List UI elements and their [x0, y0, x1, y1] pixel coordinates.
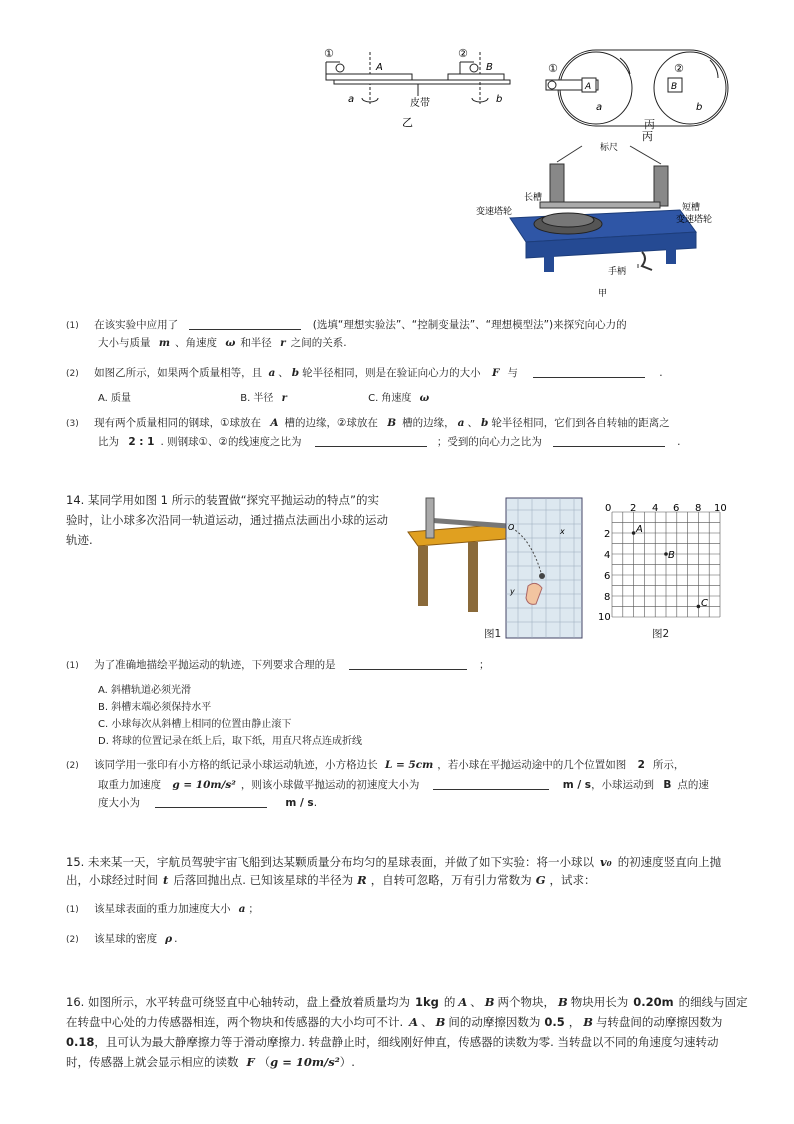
fig2-ytick-8: 8	[604, 592, 611, 603]
q13-s3-blank2[interactable]	[553, 434, 665, 447]
q16-text-1e: 的细线与固定	[678, 995, 748, 1009]
q13-s1-text2: (选填“理想实验法”、“控制变量法”、“理想模型法”)来探究向心力的	[312, 319, 627, 331]
fig-yi-a: a	[348, 94, 355, 105]
q14-s2-text2: ，若小球在平抛运动途中的几个位置如图	[437, 759, 627, 771]
fig-yi-b: b	[496, 94, 503, 105]
q13-s1-num: (1)	[66, 321, 79, 331]
q14-s2-text8: 度大小为	[98, 797, 140, 809]
q14-s1-option-b[interactable]: B. 斜槽末端必须保持水平	[98, 702, 212, 713]
q15-s1-num: (1)	[66, 905, 79, 915]
q13-s2-option-b-r: r	[281, 393, 287, 404]
q14-s2-text3: 所示，	[652, 759, 685, 771]
q16-text-1d: 物块用长为	[570, 995, 629, 1009]
q15-text-2c: ，自转可忽略，万有引力常数为	[370, 873, 532, 887]
q15-s2-end: .	[174, 933, 178, 945]
q16-text-3a: ，且可认为最大静摩擦力等于滑动摩擦力. 转盘静止时，细线刚好伸直，传感器的读数为零. 当转盘以不同的角速度匀速转动	[94, 1035, 719, 1049]
q15-text-1b: 的初速度竖直向上抛	[617, 855, 722, 869]
q13-s2-blank[interactable]	[533, 365, 645, 378]
fig-bing-B: B	[671, 82, 678, 92]
q13-s2-options	[98, 390, 429, 408]
q16-text-2b: 间的动摩擦因数为	[448, 1015, 541, 1029]
q14-s2-L: L = 5cm	[384, 759, 434, 771]
q15-heading-2	[66, 870, 596, 890]
q14-heading-1: 14. 某同学用如图 1 所示的装置做“探究平抛运动的特点”的实	[66, 493, 379, 507]
q14-s2-line3	[98, 794, 317, 812]
q13-s3-sep: 、	[467, 417, 478, 429]
q13-s3-b: b	[480, 417, 489, 429]
fig1-x: x	[560, 527, 565, 536]
q14-s2-text7: 点的速	[677, 779, 709, 791]
fig2-point-A: A	[636, 524, 643, 535]
figure-bing	[540, 42, 740, 143]
figure-2-caption: 图2	[652, 628, 670, 640]
fig-jia-bianta-right: 变速塔轮	[676, 215, 713, 225]
q16-B4: B	[583, 1015, 593, 1029]
q14-s1-text1: 为了准确地描绘平抛运动的轨迹，下列要求合理的是	[94, 659, 336, 671]
q15-text-2a: 出，小球经过时间	[66, 873, 158, 887]
q16-text-4a: 时，传感器上就会显示相应的读数	[66, 1055, 239, 1069]
fig2-xtick-0: 0	[605, 503, 612, 514]
q14-s2-text1: 该同学用一张印有小方格的纸记录小球运动轨迹，小方格边长	[94, 759, 378, 771]
fig-yi-belt: 皮带	[410, 98, 430, 109]
q13-s2-a: a	[268, 367, 276, 379]
q16-mass: 1kg	[414, 995, 439, 1009]
q16-line-2	[66, 1012, 722, 1032]
q13-s3-text3: 槽的边缘，	[402, 417, 455, 429]
q13-s2-num: (2)	[66, 369, 79, 379]
q13-s2-option-b[interactable]: B. 半径	[240, 393, 274, 404]
fig2-ytick-4: 4	[604, 550, 611, 561]
q13-s2-text2: 轮半径相同，则是在验证向心力的大小	[302, 367, 481, 379]
q13-s1-m: m	[158, 337, 170, 349]
q13-s3-end: .	[677, 436, 681, 448]
fig2-xtick-10: 10	[714, 503, 727, 514]
q15-t: t	[163, 873, 169, 887]
fig-jia-changcao: 长槽	[524, 193, 543, 203]
q13-s1-blank[interactable]	[189, 317, 301, 330]
q14-s2-blank1[interactable]	[433, 777, 549, 790]
q14-s1-option-c[interactable]: C. 小球每次从斜槽上相同的位置由静止滚下	[98, 719, 292, 730]
q14-s1-end: ；	[478, 659, 490, 671]
fig-bing-caption-text: 丙	[644, 118, 655, 131]
fig-jia-bianta-left: 变速塔轮	[476, 207, 513, 217]
fig2-point-B: B	[668, 550, 675, 561]
q14-s1-option-d[interactable]: D. 将球的位置记录在纸上后，取下纸，用直尺将点连成折线	[98, 736, 363, 747]
q13-s2-text3: 与	[507, 367, 518, 379]
q16-line-4: 时，传感器上就会显示相应的读数 F （g = 10m/s²）.	[66, 1055, 355, 1069]
figure-yi	[318, 42, 518, 132]
fig2-ytick-10: 10	[598, 612, 611, 623]
fig-bing-label-2: ②	[674, 62, 684, 75]
q14-s1-option-a[interactable]: A. 斜槽轨道必须光滑	[98, 685, 192, 696]
q13-s3-text1: 现有两个质量相同的钢球，①球放在	[94, 417, 262, 429]
fig-bing-A: A	[585, 82, 592, 92]
q16-sep: 、	[470, 995, 482, 1009]
q14-s2	[66, 756, 684, 775]
fig1-O: O	[508, 523, 515, 532]
q15-s1-end: ；	[248, 903, 259, 915]
q15-text-2d: ，试求：	[549, 873, 596, 887]
q15-G: G	[535, 873, 546, 887]
q16-A: A	[458, 995, 468, 1009]
fig1-y: y	[510, 587, 515, 596]
q13-s1-text3: 大小与质量	[98, 337, 151, 349]
fig2-ytick-6: 6	[604, 571, 611, 582]
q13-s3-line2	[98, 433, 681, 451]
q13-s3-text2: 槽的边缘，②球放在	[284, 417, 378, 429]
q14-s1-blank[interactable]	[349, 657, 467, 670]
fig2-point-C: C	[701, 598, 708, 609]
q14-s2-unit1: m / s	[562, 779, 592, 791]
q13-s2-option-c-w: ω	[419, 393, 430, 404]
fig2-xtick-4: 4	[652, 503, 659, 514]
q14-s2-g: g = 10m/s²	[172, 779, 236, 791]
q15-s2-rho: ρ	[165, 933, 173, 945]
q16-text-2d: 与转盘间的动摩擦因数为	[595, 1015, 723, 1029]
fig-jia-shoubing: 手柄	[608, 267, 627, 277]
q16-text-1b: 的	[443, 995, 456, 1009]
q13-s1-text6: 之间的关系.	[290, 337, 347, 349]
q13-s3-text4: 轮半径相同，它们到各自转轴的距离之	[491, 417, 670, 429]
q16-text-1a: 16. 如图所示，水平转盘可绕竖直中心轴转动，盘上叠放着质量均为	[66, 995, 410, 1009]
figure-2-grid	[600, 500, 730, 622]
q13-s2-option-c[interactable]: C. 角速度	[368, 393, 412, 404]
q16-mu1: 0.5	[544, 1015, 565, 1029]
q14-s2-text4: 取重力加速度	[98, 779, 161, 791]
q13-s1-line2	[98, 334, 347, 352]
q15-text-2b: 后落回抛出点. 已知该星球的半径为	[173, 873, 354, 887]
q13-s1-text1: 在该实验中应用了	[94, 319, 179, 331]
q14-heading-3: 轨迹.	[66, 533, 93, 547]
q13-s1-text5: 和半径	[240, 337, 272, 349]
q13-s1-w: ω	[225, 337, 236, 349]
q16-line-1	[66, 992, 748, 1012]
q14-s2-unit2: m / s	[285, 797, 314, 809]
fig-jia-biaochi: 标尺	[600, 143, 619, 153]
q16-B2: B	[558, 995, 568, 1009]
q16-A2: A	[409, 1015, 419, 1029]
q15-s1-text: 该星球表面的重力加速度大小	[94, 903, 231, 915]
fig2-xtick-6: 6	[673, 503, 680, 514]
q14-s2-text6: ，小球运动到	[591, 779, 655, 791]
q16-B: B	[484, 995, 495, 1009]
q16-line-3	[66, 1032, 719, 1052]
q13-s2-b: b	[291, 367, 300, 379]
q15-s2-num: (2)	[66, 935, 79, 945]
q13-s2-F: F	[491, 367, 500, 379]
q13-s3-ratio: 2 : 1	[128, 436, 155, 448]
q14-s2-B: B	[663, 779, 672, 791]
q16-F: F	[246, 1055, 255, 1069]
q13-s3-text7: ；受到的向心力之比为	[436, 436, 542, 448]
q13-s1-r: r	[280, 337, 286, 349]
fig-yi-caption: 乙	[402, 116, 413, 129]
q16-length: 0.20m	[633, 995, 674, 1009]
q16-text-2a: 在转盘中心处的力传感器相连，两个物块和传感器的大小均可不计.	[66, 1015, 404, 1029]
figure-jia	[470, 140, 720, 300]
q13-s2	[66, 364, 663, 383]
q13-s2-end: .	[659, 367, 663, 379]
q14-s2-line2	[98, 776, 709, 794]
fig-bing-label-1: ①	[548, 62, 558, 75]
fig-yi-B: B	[486, 62, 493, 73]
q13-s3	[66, 414, 670, 433]
q16-text-1c: 两个物块，	[497, 995, 556, 1009]
fig-yi-label-1: ①	[324, 47, 334, 60]
q15-R: R	[357, 873, 367, 887]
q16-g: g = 10m/s²	[270, 1055, 340, 1069]
fig-bing-b: b	[696, 102, 703, 113]
fig-yi-A: A	[376, 62, 383, 73]
q13-s2-sep: 、	[278, 367, 289, 379]
fig2-xtick-2: 2	[630, 503, 637, 514]
fig-jia-caption: 甲	[598, 289, 608, 299]
q14-s2-end: .	[313, 797, 318, 809]
q13-s3-text6: . 则钢球①、②的线速度之比为	[160, 436, 302, 448]
fig-bing-caption: 丙	[642, 130, 653, 143]
fig-jia-duancao: 短槽	[682, 203, 701, 213]
q16-B3: B	[435, 1015, 446, 1029]
q15-s2	[66, 930, 177, 949]
q15-heading-1	[66, 852, 721, 872]
q16-sep2: 、	[421, 1015, 433, 1029]
q15-text-1a: 15. 未来某一天，宇航员驾驶宇宙飞船到达某颗质量分布均匀的星球表面，并做了如下实验：将一小球以	[66, 855, 594, 869]
fig2-ytick-2: 2	[604, 529, 611, 540]
q13-s3-num: (3)	[66, 419, 79, 429]
q16-text-4b: .	[351, 1055, 355, 1069]
q13-s1-text4: 、角速度	[174, 337, 217, 349]
q13-s2-text1: 如图乙所示，如果两个质量相等，且	[94, 367, 263, 379]
q13-s1	[66, 316, 627, 335]
q15-v0: v₀	[599, 855, 612, 869]
figure-1-caption: 图1	[484, 628, 502, 640]
q14-s1	[66, 656, 489, 675]
q14-heading-2: 验时，让小球多次沿同一轨道运动，通过描点法画出小球的运动	[66, 513, 388, 527]
q14-s2-text5: ，则该小球做平抛运动的初速度大小为	[240, 779, 420, 791]
q16-text-2c: ，	[568, 1015, 581, 1029]
q14-s2-fig: 2	[637, 759, 645, 771]
q14-s1-num: (1)	[66, 661, 79, 671]
q14-s2-num: (2)	[66, 761, 79, 771]
fig2-xtick-8: 8	[695, 503, 702, 514]
fig-bing-a: a	[596, 102, 603, 113]
figure-1-apparatus	[398, 490, 588, 640]
q15-s1-a: a	[238, 903, 246, 915]
q16-mu2: 0.18	[66, 1035, 95, 1049]
q13-s3-A: A	[270, 417, 279, 429]
q13-s3-blank1[interactable]	[315, 434, 427, 447]
q14-s2-blank2[interactable]	[155, 795, 267, 808]
q13-s2-option-a[interactable]: A. 质量	[98, 393, 132, 404]
q13-s3-B: B	[387, 417, 397, 429]
q15-s2-text: 该星球的密度	[94, 933, 158, 945]
q15-s1	[66, 900, 259, 919]
q13-s3-text5: 比为	[98, 436, 119, 448]
fig-yi-label-2: ②	[458, 47, 468, 60]
q13-s3-a: a	[457, 417, 465, 429]
